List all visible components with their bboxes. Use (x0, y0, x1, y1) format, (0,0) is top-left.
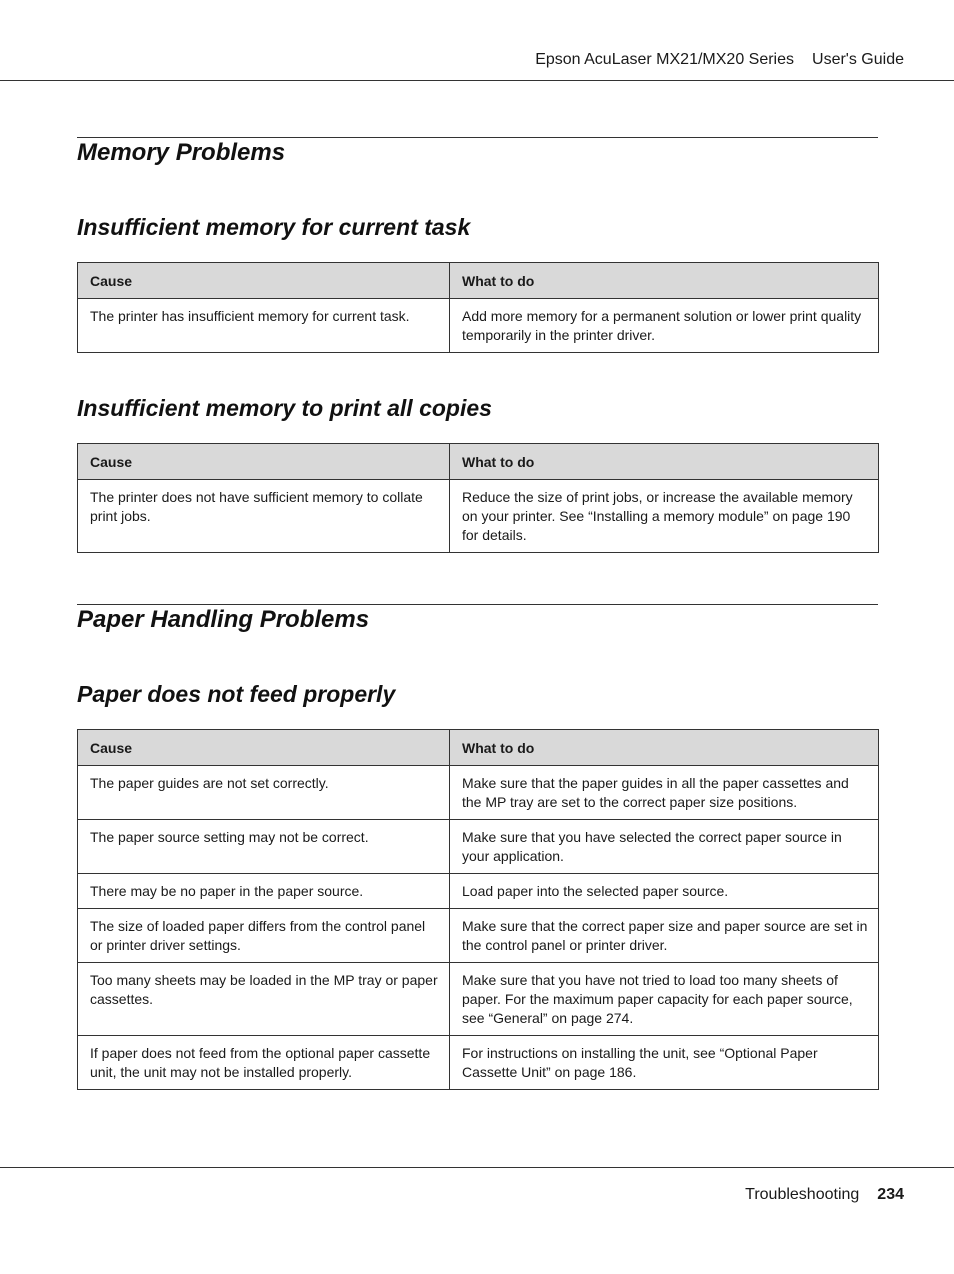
column-header-what-to-do: What to do (450, 263, 879, 299)
header-guide: User's Guide (812, 51, 904, 68)
table-row (78, 480, 879, 553)
table-row (78, 820, 879, 874)
column-header-cause: Cause (78, 730, 450, 766)
what-to-do-cell: Make sure that you have not tried to load too many sheets of paper. For the maximum paper capacity for each paper source, see “General” on page 274. (450, 963, 879, 1036)
table-header-row (78, 263, 879, 299)
cause-cell: The size of loaded paper differs from the control panel or printer driver settings. (78, 909, 450, 963)
section-rule (77, 137, 878, 138)
header-product: Epson AcuLaser MX21/MX20 Series (535, 51, 795, 68)
column-header-what-to-do: What to do (450, 730, 879, 766)
column-header-cause: Cause (78, 444, 450, 480)
what-to-do-cell: Add more memory for a permanent solution or lower print quality temporarily in the printer driver. (450, 299, 879, 353)
what-to-do-cell: For instructions on installing the unit, see “Optional Paper Cassette Unit” on page 186. (450, 1036, 879, 1090)
table-row (78, 299, 879, 353)
what-to-do-cell: Load paper into the selected paper source. (450, 874, 879, 909)
table-row (78, 1036, 879, 1090)
section-rule (77, 604, 878, 605)
column-header-what-to-do: What to do (450, 444, 879, 480)
cause-cell: There may be no paper in the paper source. (78, 874, 450, 909)
cause-cell: Too many sheets may be loaded in the MP tray or paper cassettes. (78, 963, 450, 1036)
cause-cell: The paper guides are not set correctly. (78, 766, 450, 820)
table-row (78, 874, 879, 909)
running-header (535, 51, 904, 69)
running-footer (745, 1186, 904, 1204)
table-row (78, 909, 879, 963)
cause-cell: The printer has insufficient memory for current task. (78, 299, 450, 353)
cause-cell: The printer does not have sufficient memory to collate print jobs. (78, 480, 450, 553)
what-to-do-cell: Make sure that the paper guides in all the paper cassettes and the MP tray are set to the correct paper size positions. (450, 766, 879, 820)
table-paper-does-not-feed (77, 729, 879, 1090)
footer-chapter: Troubleshooting (745, 1186, 860, 1203)
footer-rule (0, 1167, 954, 1168)
subsection-title-paper-does-not-feed: Paper does not feed properly (77, 681, 396, 707)
column-header-cause: Cause (78, 263, 450, 299)
what-to-do-cell: Make sure that you have selected the correct paper source in your application. (450, 820, 879, 874)
subsection-title-insufficient-memory-current-task: Insufficient memory for current task (77, 214, 471, 240)
table-row (78, 963, 879, 1036)
table-row (78, 766, 879, 820)
cause-cell: The paper source setting may not be correct. (78, 820, 450, 874)
what-to-do-cell: Make sure that the correct paper size and paper source are set in the control panel or printer driver. (450, 909, 879, 963)
section-title-paper-handling-problems: Paper Handling Problems (77, 606, 370, 633)
cause-cell: If paper does not feed from the optional paper cassette unit, the unit may not be installed properly. (78, 1036, 450, 1090)
page-number: 234 (877, 1186, 904, 1203)
what-to-do-cell: Reduce the size of print jobs, or increase the available memory on your printer. See “Installing a memory module” on page 190 for details. (450, 480, 879, 553)
section-title-memory-problems: Memory Problems (77, 139, 286, 166)
table-header-row (78, 444, 879, 480)
subsection-title-insufficient-memory-all-copies: Insufficient memory to print all copies (77, 395, 492, 421)
header-rule (0, 80, 954, 81)
table-insufficient-memory-all-copies (77, 443, 879, 553)
table-insufficient-memory-current-task (77, 262, 879, 353)
table-header-row (78, 730, 879, 766)
